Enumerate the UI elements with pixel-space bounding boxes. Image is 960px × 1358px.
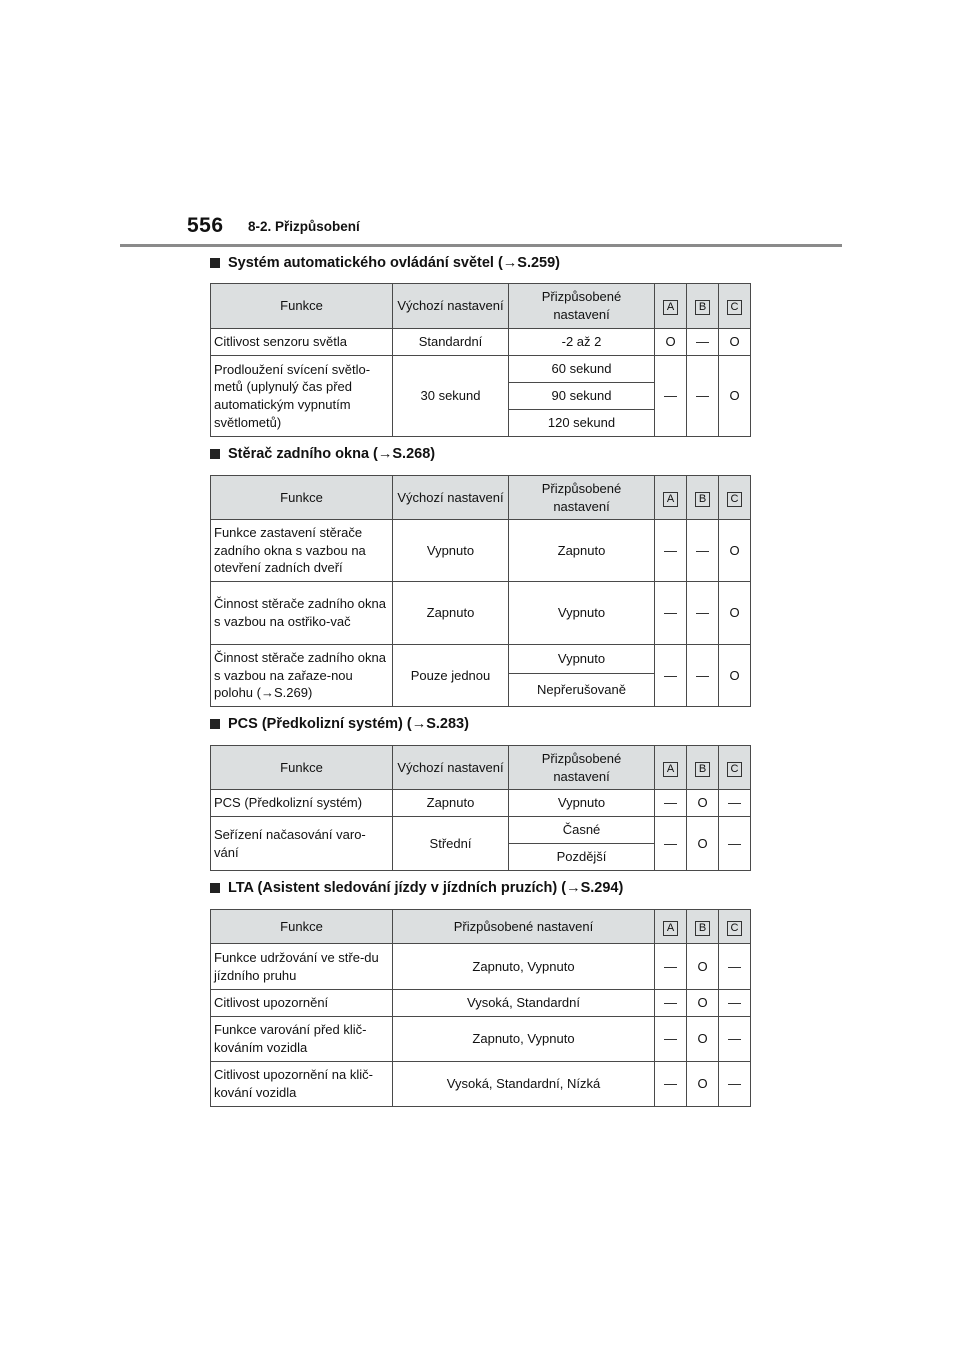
col-c-icon: C (727, 921, 742, 936)
bullet-square-icon (210, 258, 220, 268)
col-b-icon: B (695, 921, 710, 936)
table-row: Prodloužení svícení světlo-metů (uplynulý čas před automatickým vypnutím světlometů) 30 sekund 60 sekund — — O (211, 356, 751, 383)
col-b-icon: B (695, 492, 710, 507)
col-c-icon: C (727, 300, 742, 315)
col-c-icon: C (727, 762, 742, 777)
table-row: Funkce varování před klič-kováním vozidla Zapnuto, Vypnuto — O — (211, 1017, 751, 1062)
table-row: Citlivost upozornění Vysoká, Standardní — O — (211, 990, 751, 1017)
section-title-lights: Systém automatického ovládání světel (→S.259) (210, 255, 560, 271)
header-function: Funkce (211, 910, 393, 944)
table-pcs: Funkce Výchozí nastavení Přizpůsobené nastavení A B C PCS (Předkolizní systém) Zapnuto Vypnuto — O — Seřízení načasování varo-vání Střední Časné — O — Pozdější (210, 745, 751, 871)
col-a-icon: A (663, 300, 678, 315)
col-c-icon: C (727, 492, 742, 507)
header-default: Výchozí nastavení (393, 476, 509, 520)
col-a-icon: A (663, 921, 678, 936)
col-b-icon: B (695, 300, 710, 315)
table-lights: Funkce Výchozí nastavení Přizpůsobené nastavení A B C Citlivost senzoru světla Standardní -2 až 2 O — O Prodloužení svícení světlo-metů (uplynulý čas před automatickým vypnutím světlometů) 30 sekund 60 sekund — — O 90 sekund 120 sekund (210, 283, 751, 437)
col-a-icon: A (663, 762, 678, 777)
table-rear-wiper: Funkce Výchozí nastavení Přizpůsobené nastavení A B C Funkce zastavení stěrače zadního okna s vazbou na otevření zadních dveří Vypnuto Zapnuto — — O Činnost stěrače zadního okna s vazbou na ostřiko-vač Zapnuto Vypnuto — — O Činnost stěrače zadního okna s vazbou na zařaze-nou polohu (→S.269) Pouze jednou Vypnuto — — O Nepřerušovaně (210, 475, 751, 707)
header-custom: Přizpůsobené nastavení (393, 910, 655, 944)
page-number: 556 (187, 214, 224, 237)
bullet-square-icon (210, 719, 220, 729)
section-title-lta: LTA (Asistent sledování jízdy v jízdních pruzích) (→S.294) (210, 880, 623, 896)
table-lta (210, 909, 751, 1107)
header-default: Výchozí nastavení (393, 746, 509, 790)
table-row: Funkce zastavení stěrače zadního okna s vazbou na otevření zadních dveří Vypnuto Zapnuto — — O (211, 520, 751, 582)
table-row: Funkce udržování ve stře-du jízdního pruhu Zapnuto, Vypnuto — O — (211, 944, 751, 990)
section-title-rear-wiper: Stěrač zadního okna (→S.268) (210, 446, 435, 462)
table-row: Citlivost upozornění na klič-kování vozidla Vysoká, Standardní, Nízká — O — (211, 1062, 751, 1107)
header-function: Funkce (211, 746, 393, 790)
header-custom: Přizpůsobené nastavení (509, 476, 655, 520)
section-title-pcs: PCS (Předkolizní systém) (→S.283) (210, 716, 469, 732)
table-row: PCS (Předkolizní systém) Zapnuto Vypnuto — O — (211, 790, 751, 817)
header-function: Funkce (211, 284, 393, 329)
header-function: Funkce (211, 476, 393, 520)
table-row: Citlivost senzoru světla Standardní -2 až 2 O — O (211, 329, 751, 356)
header-custom: Přizpůsobené nastavení (509, 284, 655, 329)
bullet-square-icon (210, 883, 220, 893)
header-custom: Přizpůsobené nastavení (509, 746, 655, 790)
table-row: Činnost stěrače zadního okna s vazbou na zařaze-nou polohu (→S.269) Pouze jednou Vypnuto — — O (211, 645, 751, 674)
header-default: Výchozí nastavení (393, 284, 509, 329)
bullet-square-icon (210, 449, 220, 459)
header-rule (120, 244, 842, 247)
chapter-title: 8-2. Přizpůsobení (248, 219, 360, 234)
col-b-icon: B (695, 762, 710, 777)
col-a-icon: A (663, 492, 678, 507)
table-row: Činnost stěrače zadního okna s vazbou na ostřiko-vač Zapnuto Vypnuto — — O (211, 582, 751, 645)
table-row: Seřízení načasování varo-vání Střední Časné — O — (211, 817, 751, 844)
